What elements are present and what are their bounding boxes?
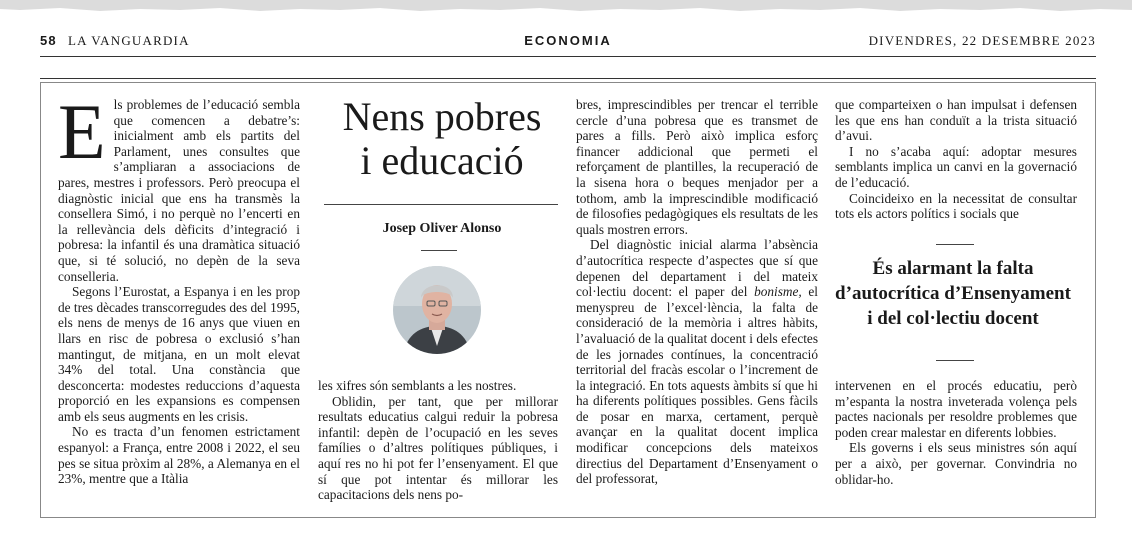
header-rule-2: [40, 78, 1096, 79]
paragraph: Segons l’Eurostat, a Espanya i en les prop de tres dècades transcorregudes des del 1995, els nens de menys de 16 anys que viuen en llars en risc de pobresa o exclusió s’han mantingut, de mitjana, en un molt elevat 34% del total. Una constància que desconcerta: modestes reduccions d’aquesta proporció en les expansions es compensen amb els seus augments en les crisis.: [58, 284, 300, 424]
paragraph: [576, 237, 818, 487]
author-portrait: [393, 266, 481, 354]
pull-quote: És alarmant la falta d’autocrítica d’Ensenyament i del col·lectiu docent: [835, 258, 1071, 329]
paragraph: I no s’acaba aquí: adoptar mesures semblants implica un canvi en la governació de l’educació.: [835, 143, 1077, 190]
section-name: ECONOMIA: [524, 33, 612, 48]
byline-rule: [421, 250, 457, 251]
paragraph: les xifres són semblants a les nostres.: [318, 378, 517, 393]
pullquote-rule-bottom: [936, 360, 974, 361]
article-column-4-top: [835, 97, 1077, 222]
paragraph: ls problemes de l’educació sembla que comencen a debatre’s: inicialment amb els partits del Parlament, unes consultes que s’ampliaran a associacions de pares, mestres i professors. Però preocupa el diagnòstic inicial que ens ha transmès la consellera Simó, i no perquè no l’encerti en la rellevància dels dèficits d’integració i pobresa: la infantil és una dramàtica situació que, si té solució, no depèn de la seva conselleria.: [58, 97, 300, 284]
paragraph: intervenen en el procés educatiu, però m’espanta la nostra inveterada volença pels pactes nacionals per resoldre problemes que poden crear malestar en diferents lobbies.: [835, 378, 1077, 440]
newspaper-name: LA VANGUARDIA: [68, 33, 190, 48]
pullquote-rule-top: [936, 244, 974, 245]
paragraph: bres, imprescindibles per trencar el terrible cercle d’una pobresa que es transmet de pares a fills. Però això implica esforç financer addicional que permeti el reforçament de plantilles, la recuperació de la sisena hora o beques menjador per a tothom, amb la imprescindible modificació de filosofies pedagògiques els resultats de les quals mostren errors.: [576, 97, 818, 237]
emphasis: bonisme,: [754, 284, 802, 300]
page-number: 58: [40, 33, 57, 48]
article-title: [322, 95, 562, 183]
paragraph: Els governs i els seus ministres són aquí per a això, per governar. Convindria no oblidar-ho.: [835, 440, 1077, 487]
article-column-4-bottom: [835, 378, 1077, 487]
article-column-3: [576, 97, 818, 487]
paragraph: Coincideixo en la necessitat de consultar tots els actors polítics i socials que: [835, 190, 1077, 222]
paragraph: que comparteixen o han impulsat i defensen les que ens han conduït a la trista situació d’avui.: [835, 97, 1077, 144]
issue-date: DIVENDRES, 22 DESEMBRE 2023: [868, 33, 1096, 48]
article-column-1: [58, 88, 300, 487]
text-run: el menyspreu de l’excel·lència, la falta de consideració de la memòria i altres hàbits, l’avaluació de la qualitat docent i dels efectes de les jornades contínues, la concentració territorial del fracàs escolar o l’increment de la integració. En tots aquests àmbits sí que hi ha diferents polítiques possibles. Gens fàcils de posar en marxa, certament, perquè avançar en la qualitat docent implica modificar concepcions dels mateixos directius del Departament d’Ensenyament o del professorat,: [576, 284, 819, 487]
article-column-2: [318, 378, 558, 503]
drop-cap: E: [58, 88, 106, 175]
header-rule: [40, 56, 1096, 57]
text-run: Del diagnòstic inicial alarma l’absència d’autocrítica respecte d’aspectes que sí que depenen del departament i del mateix col·lectiu docent: el paper del: [576, 237, 818, 300]
paragraph: No es tracta d’un fenomen estrictament espanyol: a França, entre 2008 i 2022, el seu pes se situa pròxim al 28%, a Alemanya en el 23%, mentre que a Itàlia: [58, 424, 300, 487]
title-line: i educació: [360, 138, 524, 183]
page-header: [40, 33, 1096, 51]
paragraph: Oblidin, per tant, que per millorar resultats educatius calgui reduir la pobresa infantil: depèn de l’ocupació en les seves famílies o d’altres polítiques públiques, i aquí res no hi pot fer l’ensenyament. El que sí que pot intentar és millorar les capacitacions dels nens po-: [318, 393, 558, 503]
title-rule: [324, 204, 558, 205]
torn-paper-edge: [0, 0, 1132, 18]
author-byline: Josep Oliver Alonso: [382, 221, 502, 236]
title-line: Nens pobres: [342, 94, 542, 139]
